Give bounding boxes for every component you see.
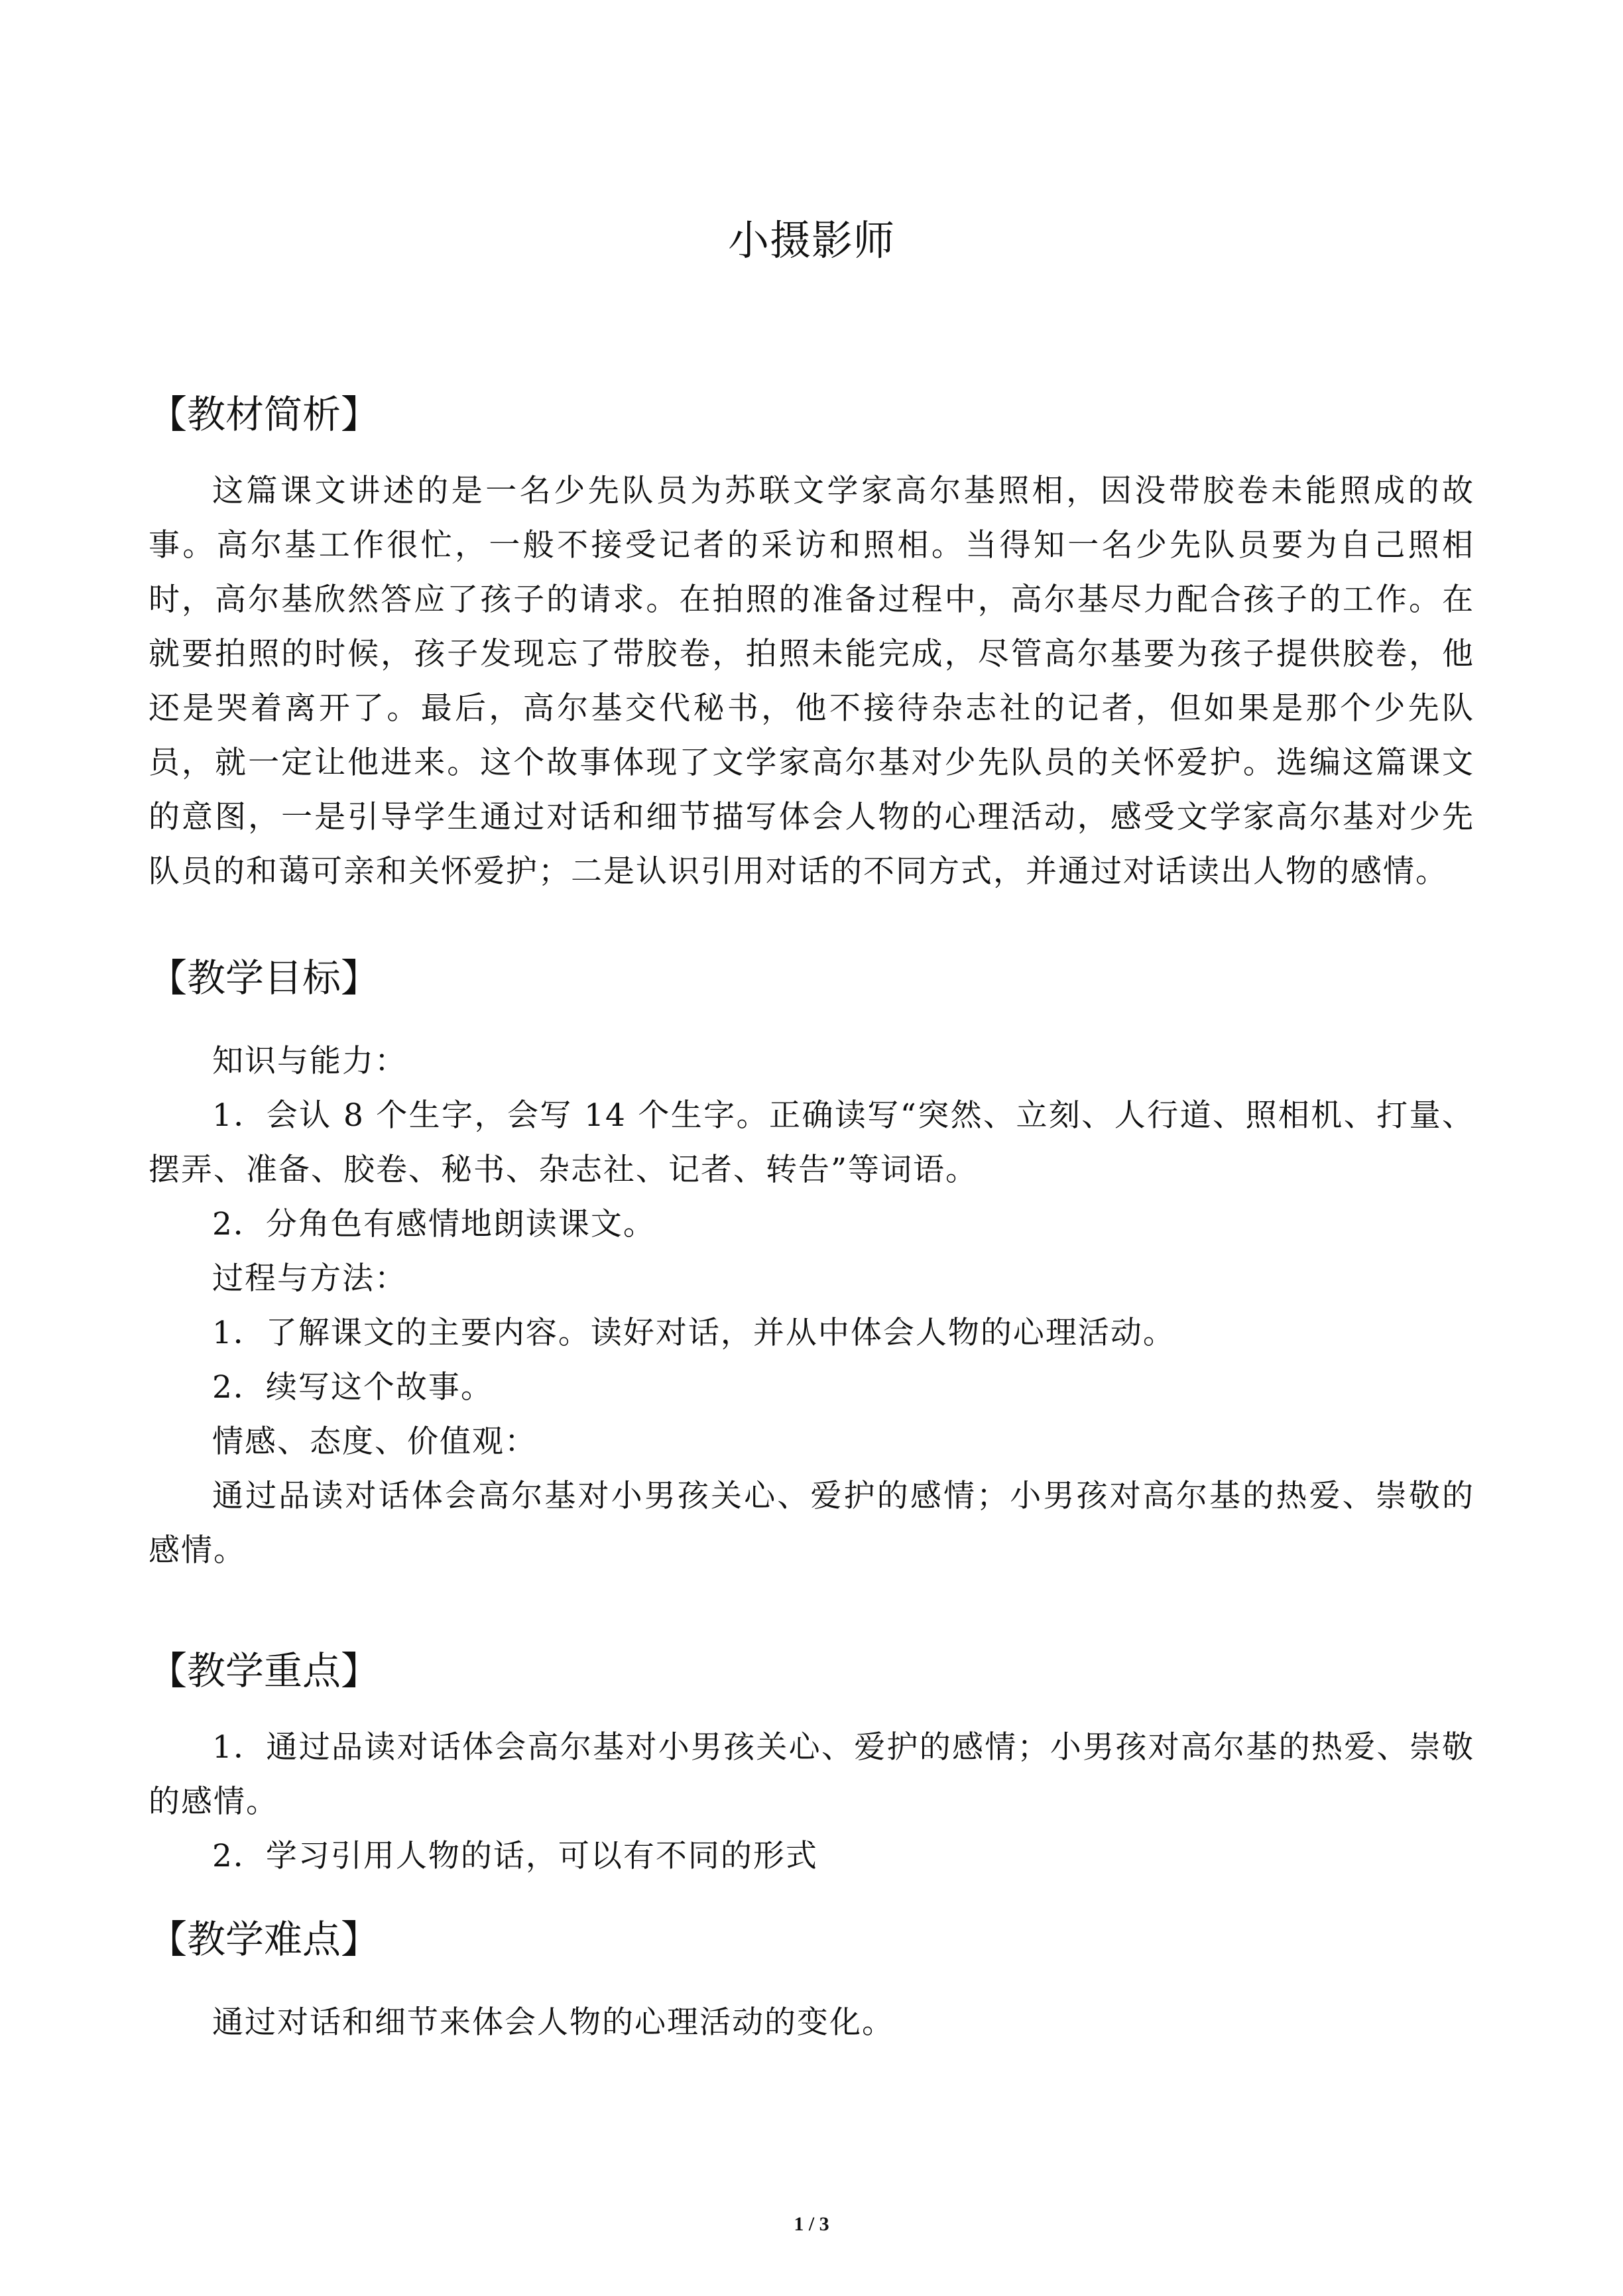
goals-line: 情感、态度、价值观： <box>212 1423 537 1460</box>
goals-line: 知识与能力： <box>212 1043 407 1079</box>
difficulties-paragraph: 通过对话和细节来体会人物的心理活动的变化。 <box>212 2004 894 2041</box>
section-body-goals <box>149 1034 1474 1578</box>
section-heading-difficulties: 【教学难点】 <box>149 1917 380 1962</box>
document-title: 小摄影师 <box>727 216 895 265</box>
goals-line: 2．分角色有感情地朗读课文。 <box>212 1206 656 1242</box>
analysis-paragraph: 这篇课文讲述的是一名少先队员为苏联文学家高尔基照相，因没带胶卷未能照成的故事。高尔基工作很忙，一般不接受记者的采访和照相。当得知一名少先队员要为自己照相时，高尔基欣然答应了孩子的请求。在拍照的准备过程中，高尔基尽力配合孩子的工作。在就要拍照的时候，孩子发现忘了带胶卷，拍照未能完成，尽管高尔基要为孩子提供胶卷，他还是哭着离开了。最后，高尔基交代秘书，他不接待杂志社的记者，但如果是那个少先队员，就一定让他进来。这个故事体现了文学家高尔基对少先队员的关怀爱护。选编这篇课文的意图，一是引导学生通过对话和细节描写体会人物的心理活动，感受文学家高尔基对少先队员的和蔼可亲和关怀爱护；二是认识引用对话的不同方式，并通过对话读出人物的感情。 <box>149 473 1474 890</box>
goals-line: 过程与方法： <box>212 1260 407 1297</box>
goals-line: 通过品读对话体会高尔基对小男孩关心、爱护的感情；小男孩对高尔基的热爱、崇敬的感情。 <box>149 1478 1474 1569</box>
key-points-line: 1．通过品读对话体会高尔基对小男孩关心、爱护的感情；小男孩对高尔基的热爱、崇敬的感情。 <box>149 1729 1474 1820</box>
goals-line: 1．了解课文的主要内容。读好对话，并从中体会人物的心理活动。 <box>212 1315 1175 1351</box>
section-heading-goals: 【教学目标】 <box>149 955 380 1000</box>
goals-line: 1．会认 8 个生字，会写 14 个生字。正确读写“突然、立刻、人行道、照相机、打量、摆弄、准备、胶卷、秘书、杂志社、记者、转告”等词语。 <box>149 1097 1474 1188</box>
section-heading-key-points: 【教学重点】 <box>149 1648 380 1693</box>
goals-line: 2．续写这个故事。 <box>212 1369 493 1406</box>
section-body-key-points <box>149 1721 1474 1884</box>
page-number: 1 / 3 <box>794 2213 829 2235</box>
section-heading-analysis: 【教材简析】 <box>149 392 380 437</box>
section-body-difficulties <box>149 1996 1474 2050</box>
section-body-analysis <box>149 464 1474 899</box>
key-points-line: 2．学习引用人物的话，可以有不同的形式 <box>212 1838 818 1874</box>
